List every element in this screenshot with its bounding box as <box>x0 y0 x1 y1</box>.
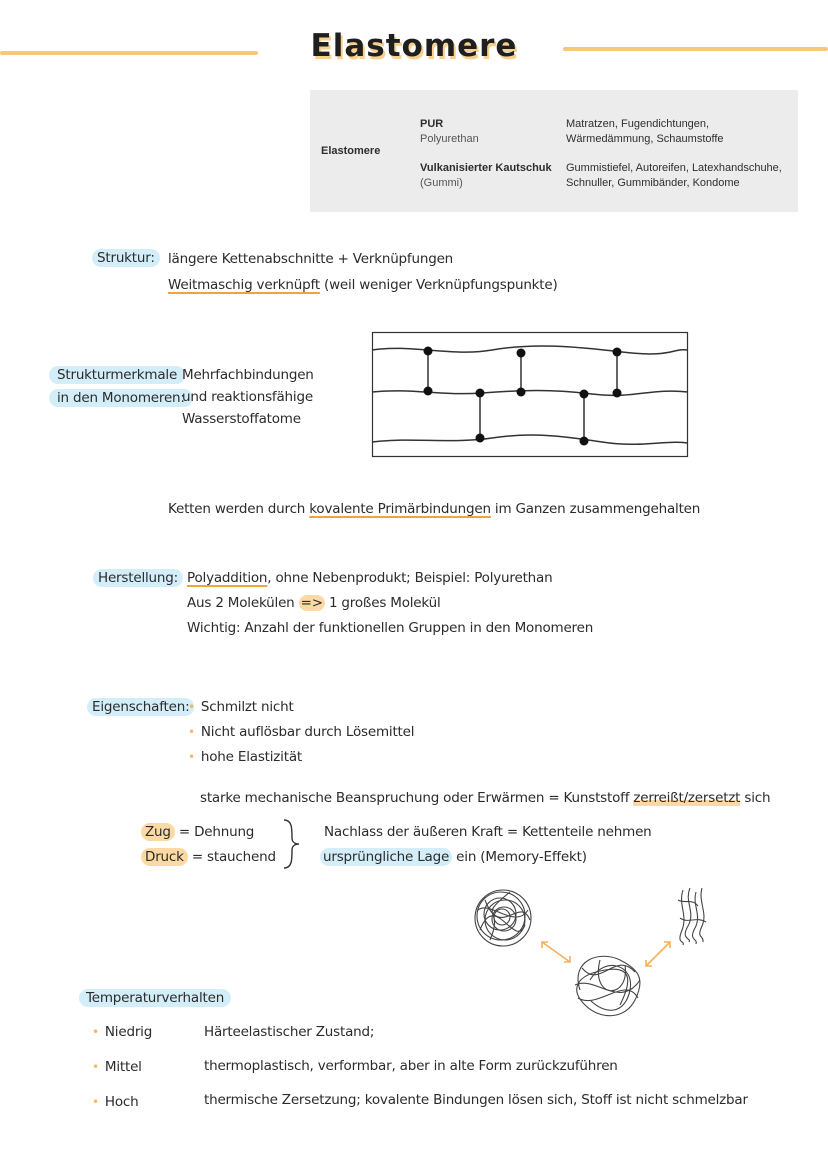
title-line-left <box>0 51 258 55</box>
crosslink-node <box>580 390 589 399</box>
chain-1 <box>372 346 688 354</box>
table-row-1-name: PUR <box>420 118 444 130</box>
eigenschaften-note-post: sich <box>740 790 771 806</box>
temp-level-1 <box>92 1024 152 1040</box>
strukturmerkmale-label-1-wrap <box>49 367 185 383</box>
struktur-line-1: längere Kettenabschnitte + Verknüpfungen <box>168 251 454 267</box>
memory-highlight: ursprüngliche Lage <box>320 848 452 866</box>
crosslink-diagram <box>372 332 688 457</box>
herstellung-line-2-pre: Aus 2 Molekülen <box>187 595 299 611</box>
stretched-chains-icon <box>678 888 706 945</box>
double-arrow-icon <box>542 942 570 962</box>
struktur-underlined: Weitmaschig verknüpft <box>168 277 320 293</box>
herstellung-line-3: Wichtig: Anzahl der funktionellen Gruppen in den Monomeren <box>187 620 594 636</box>
herstellung-line-1-rest: , ohne Nebenprodukt; Beispiel: Polyurethan <box>267 570 553 586</box>
temp-level-2-text: thermoplastisch, verformbar, aber in alte Form zurückzuführen <box>204 1058 618 1074</box>
bullet-dot: • <box>188 725 195 739</box>
eigenschaften-note <box>200 790 770 806</box>
bullet-dot: • <box>188 700 195 714</box>
bullet-dot: • <box>92 1060 99 1074</box>
temp-level-3 <box>92 1094 138 1110</box>
bullet-dot: • <box>92 1095 99 1109</box>
struktur-label: Struktur: <box>92 249 160 267</box>
crosslink-node <box>613 348 622 357</box>
memory-line-1: Nachlass der äußeren Kraft = Kettenteile nehmen <box>324 824 652 840</box>
strukturmerkmale-line-2: und reaktionsfähige <box>182 389 313 405</box>
eigenschaften-bullet-1 <box>188 699 294 715</box>
compressed-tangle-icon <box>475 890 531 946</box>
temp-level-3-text: thermische Zersetzung; kovalente Bindungen lösen sich, Stoff ist nicht schmelzbar <box>204 1092 748 1108</box>
table-row-1-uses-1: Matratzen, Fugendichtungen, <box>566 118 710 130</box>
strukturmerkmale-label-2: in den Monomeren: <box>49 389 193 407</box>
elastomere-table <box>310 90 798 212</box>
temp-level-2 <box>92 1059 142 1075</box>
eigenschaften-bullet-text: hohe Elastizität <box>200 749 302 765</box>
ketten-highlight: kovalente Primärbindungen <box>309 501 491 517</box>
crosslink-node <box>613 389 622 398</box>
strukturmerkmale-line-3: Wasserstoffatome <box>182 411 301 427</box>
crosslink-node <box>517 388 526 397</box>
polymer-states-illustration <box>470 880 720 1020</box>
temp-level-label: Mittel <box>104 1059 142 1075</box>
bullet-dot: • <box>188 750 195 764</box>
eigenschaften-bullet-2 <box>188 724 414 740</box>
temperatur-label-wrap <box>79 990 231 1006</box>
strukturmerkmale-label-2-wrap <box>49 390 193 406</box>
ketten-pre: Ketten werden durch <box>168 501 310 517</box>
bullet-dot: • <box>92 1025 99 1039</box>
druck-text: = stauchend <box>187 849 276 865</box>
table-row-1-uses-2: Wärmedämmung, Schaumstoffe <box>566 133 724 145</box>
ketten-post: im Ganzen zusammengehalten <box>490 501 701 517</box>
herstellung-arrow: => <box>300 595 323 611</box>
druck-label: Druck <box>141 848 188 866</box>
eigenschaften-label: Eigenschaften: <box>87 698 194 716</box>
crosslink-node <box>424 387 433 396</box>
title-line-right <box>563 47 828 51</box>
crosslink-node <box>476 389 485 398</box>
strukturmerkmale-line-1: Mehrfachbindungen <box>182 367 314 383</box>
memory-post: ein (Memory-Effekt) <box>452 849 587 865</box>
crosslink-node <box>580 437 589 446</box>
herstellung-line-2-post: 1 großes Molekül <box>324 595 441 611</box>
table-row-2-uses-2: Schnuller, Gummibänder, Kondome <box>566 177 740 189</box>
struktur-rest: (weil weniger Verknüpfungspunkte) <box>319 277 558 293</box>
table-row-1-sub: Polyurethan <box>420 133 479 145</box>
crosslink-node <box>517 349 526 358</box>
temp-level-1-text: Härteelastischer Zustand; <box>204 1024 375 1040</box>
struktur-section <box>92 250 160 266</box>
chain-3 <box>372 435 688 444</box>
memory-line-2 <box>320 849 587 865</box>
crosslink-node <box>424 347 433 356</box>
eigenschaften-note-highlight: zerreißt/zersetzt <box>633 790 741 806</box>
diagram-frame <box>373 333 688 457</box>
herstellung-label: Herstellung: <box>93 569 183 587</box>
eigenschaften-label-wrap <box>87 699 194 715</box>
table-row-2-sub: (Gummi) <box>420 177 463 189</box>
table-row-2-name: Vulkanisierter Kautschuk <box>420 162 552 174</box>
eigenschaften-bullet-text: Schmilzt nicht <box>200 699 294 715</box>
double-arrow-icon <box>646 942 670 966</box>
table-row-2-uses-1: Gummistiefel, Autoreifen, Latexhandschuhe, <box>566 162 782 174</box>
table-category: Elastomere <box>321 145 381 157</box>
eigenschaften-bullet-text: Nicht auflösbar durch Lösemittel <box>200 724 415 740</box>
struktur-line-2 <box>168 277 558 293</box>
temperatur-label: Temperaturverhalten <box>79 989 231 1007</box>
eigenschaften-bullet-3 <box>188 749 302 765</box>
strukturmerkmale-label-1: Strukturmerkmale <box>49 366 185 384</box>
temp-level-label: Niedrig <box>104 1024 153 1040</box>
eigenschaften-note-pre: starke mechanische Beanspruchung oder Erwärmen = Kunststoff <box>200 790 634 806</box>
curly-brace-icon <box>282 818 302 870</box>
herstellung-label-wrap <box>93 570 183 586</box>
herstellung-line-2 <box>187 595 441 611</box>
herstellung-underlined: Polyaddition <box>187 570 268 586</box>
druck-line <box>141 849 276 865</box>
crosslink-node <box>476 434 485 443</box>
ketten-sentence <box>168 501 700 517</box>
zug-text: = Dehnung <box>174 824 255 840</box>
chain-2 <box>372 391 688 396</box>
page-title: Elastomere <box>310 28 518 64</box>
zug-line <box>141 824 254 840</box>
herstellung-line-1 <box>187 570 552 586</box>
zug-label: Zug <box>141 823 175 841</box>
relaxed-tangle-icon <box>575 956 640 1015</box>
temp-level-label: Hoch <box>104 1094 139 1110</box>
